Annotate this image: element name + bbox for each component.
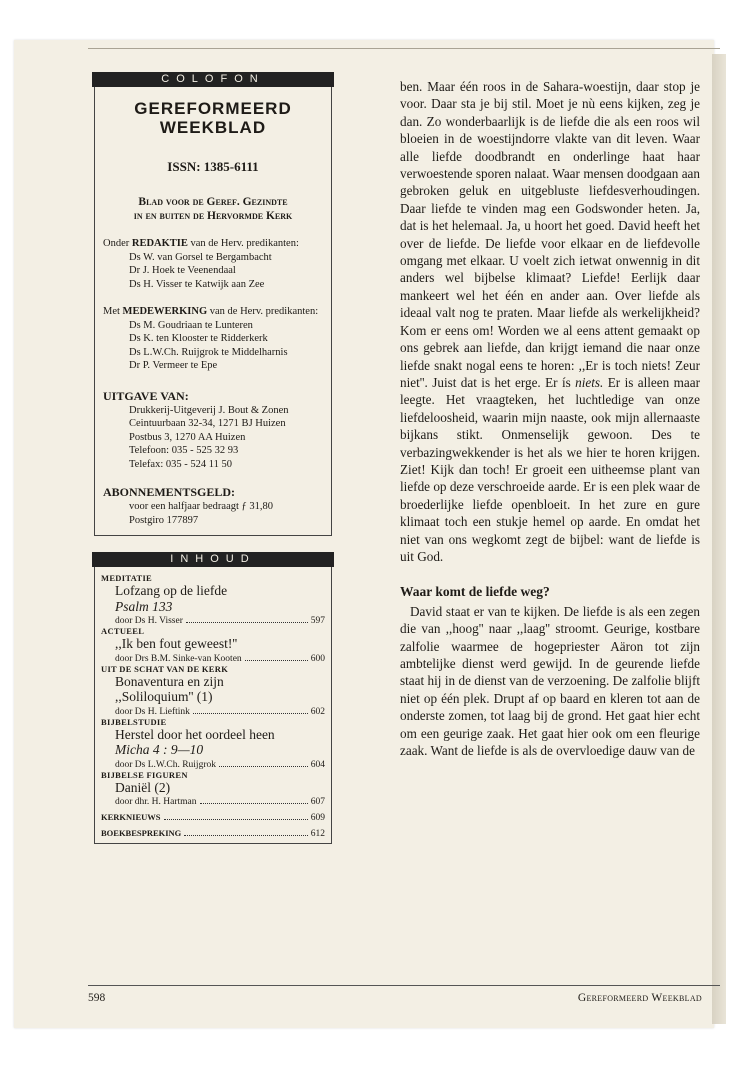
toc-page: 597 [310,616,325,626]
uitgave-line: Telefax: 035 - 524 11 50 [129,458,232,470]
redaktie-name: Ds W. van Gorsel te Bergambacht [129,251,272,263]
toc-entry [101,717,325,770]
toc-leader [245,652,308,661]
toc-byline [101,614,325,626]
toc-leader [164,812,308,820]
abonnement-line: Postgiro 177897 [129,514,199,526]
medewerking-post: van de Herv. predikanten: [207,306,319,317]
uitgave-line: Drukkerij-Uitgeverij J. Bout & Zonen [129,404,289,416]
page-number: 598 [88,992,106,1004]
toc-page: 609 [310,813,325,823]
toc-category: KERKNIEUWS [101,812,161,822]
toc-page: 612 [310,829,325,839]
uitgave-line: Telefoon: 035 - 525 32 93 [129,445,239,456]
toc-category: ACTUEEL [101,626,145,636]
issn: ISSN: 1385-6111 [167,159,259,174]
uitgave-label: UITGAVE VAN: [103,388,189,403]
inhoud-box [94,567,332,844]
redaktie-pre: Onder [103,238,132,249]
toc-byline [101,652,325,664]
toc-title-2: ,,Soliloquium'' (1) [115,689,213,704]
abonnement-label: ABONNEMENTSGELD: [103,485,236,499]
toc-title: Lofzang op de liefde [115,583,228,598]
toc-extra-entry [101,812,325,823]
toc-author: door dhr. H. Hartman [115,797,197,807]
toc-author: door Ds H. Lieftink [115,706,190,717]
para1-text-b: Er is alleen maar leegte. Het vraagteken, het luchtledige van onze liefdeloosheid, waarin mijn naaste, ook mijn allernaaste bijkans stikt. Onmenselijk gewoon. Des te verbazingwekkender is het als we hier te horen krijgen. Ziet! Kijk dan toch! Er groeit een uitheemse plant van liefde op deze verschroeide aarde. Er is een plek waar de broederlijke liefde openbloeit. In het zure en gure klimaat toch een stukje hemel op aarde. En omdat het niet van ons wegkomt zegt de bijbel: want de liefde is uit God. [400,374,700,564]
medewerking-name: Ds L.W.Ch. Ruijgrok te Middelharnis [129,346,288,358]
article-paragraph-1 [400,78,700,565]
uitgave-line: Postbus 3, 1270 AA Huizen [129,431,246,443]
subtitle [103,195,323,223]
colofon-header: COLOFON [92,72,334,87]
left-column [94,72,332,844]
toc-category: BIJBELSTUDIE [101,716,167,727]
toc-page: 602 [310,706,325,717]
title-line-1: GEREFORMEERD [134,99,292,118]
toc-title: Bonaventura en zijn [115,673,224,689]
abonnement-line: voor een halfjaar bedraagt ƒ 31,80 [129,501,274,512]
redaktie-post: van de Herv. predikanten: [187,238,299,249]
colofon-box [94,87,332,536]
article-subheading: Waar komt de liefde weg? [400,584,550,600]
toc-leader [186,614,308,623]
toc-byline [101,705,325,717]
toc-extra-entry [101,828,325,839]
toc-entry [101,573,325,626]
magazine-title [103,99,323,137]
toc-title: Daniël (2) [115,779,171,795]
article-paragraph-2: David staat er van te kijken. De liefde is als een zegen die van ,,hoog'' naar ,,laag'' stroomt. Geurige, kostbare zalfolie waarmee de hogepriester Aäron tot zijn ambtelijke dienst werd gewijd. In de geurende liefde staat hij in de dienst van de verzoening. De zalfolie blijft niet op één plek. Drupt af op baard en kleren tot aan de onderste zomen, tot laag bij de grond. Het gaat hier echt om een geurige zaak. Het gaat hier ook om een fleurige zaak. Want de liefde is als de overvloedige dauw van de [400,603,700,759]
medewerking-name: Dr P. Vermeer te Epe [129,360,218,371]
toc-category: UIT DE SCHAT VAN DE KERK [101,663,229,674]
next-page-edge [712,54,726,1024]
toc-category: MEDITATIE [101,573,153,583]
medewerking-pre: Met [103,306,123,317]
toc-leader [193,705,308,714]
toc-byline [101,758,325,770]
toc-subtitle: Psalm 133 [115,598,173,614]
toc-author: door Ds H. Visser [115,616,183,626]
uitgave-line: Ceintuurbaan 32-34, 1271 BJ Huizen [129,418,286,429]
toc-leader [200,795,308,804]
medewerking-name: Ds M. Goudriaan te Lunteren [129,319,253,331]
uitgave-section [103,404,323,472]
toc-title: ,,Ik ben fout geweest!'' [115,636,238,651]
article-column [400,78,700,759]
toc-leader [219,758,308,767]
toc-category: BOEKBESPREKING [101,828,182,838]
para1-emphasis: niets. [575,374,604,390]
medewerking-label: MEDEWERKING [122,306,208,317]
top-rule [88,48,720,49]
subtitle-line-1: Blad voor de Geref. Gezindte [138,196,288,208]
redaktie-name: Dr J. Hoek te Veenendaal [129,265,236,276]
inhoud-header: INHOUD [92,552,334,567]
toc-page: 604 [310,759,325,770]
abonnement-section [103,500,323,527]
toc-page: 600 [310,653,325,664]
toc-subtitle-wrap [101,599,325,615]
para1-text-a: ben. Maar één roos in de Sahara-woestijn, daar stop je voor. Daar sta je bij stil. Moet je nù eens kijken, zeg je dan. Zo wonderbaarlijk is de liefde die als een roos wil bloeien in de woestijndorre vlakte van dit leven. Waar alle liefde doodbrandt en onderlinge haat haar verwoestende sporen nalaat. Waar mensen doodgaan aan gebroken geluk en uitgebluste liefdesverhoudingen. Daar liefde te vinden mag een Godswonder heten. Ja, dat is het helemaal. Ja, u hoort het goed. David heeft het over de liefde. De liefde voor elkaar en de liefdevolle omgang met elkaar. U voelt zich ietwat onwennig in dit anders wel bijbelse klimaat? Liefde! Eerlijk daar mankeert wel het één en ander aan. Over liefde als ideaal valt nog te praten. Maar liefde als werkelijkheid? Kom er eens om! Worden we al eens attent gemaakt op ons gebrek aan liefde, dan krijgt iemand die naar onze liefde snakt nogal eens te horen: ,,Er is toch niets! Zeur niet''. Juist dat is het erge. Er ís [400,79,700,390]
medewerking-section [103,305,323,373]
redaktie-name: Ds H. Visser te Katwijk aan Zee [129,278,265,290]
toc-subtitle: Micha 4 : 9—10 [115,742,204,757]
footer-rule [88,985,720,986]
toc-entry [101,664,325,717]
redaktie-section [103,237,323,291]
toc-category: BIJBELSE FIGUREN [101,769,188,780]
redaktie-label: REDAKTIE [131,238,188,249]
title-line-2: WEEKBLAD [159,118,267,137]
medewerking-name: Ds K. ten Klooster te Ridderkerk [129,333,268,344]
toc-author: door Drs B.M. Sinke-van Kooten [115,653,242,664]
toc-entry [101,770,325,808]
toc-entry [101,626,325,664]
toc-leader [184,828,307,836]
toc-title: Herstel door het oordeel heen [115,726,275,742]
publication-name: Gereformeerd Weekblad [577,992,702,1004]
toc-subtitle-wrap [101,742,325,758]
toc-author: door Ds L.W.Ch. Ruijgrok [115,759,216,770]
toc-page: 607 [310,797,325,807]
subtitle-line-2: in en buiten de Hervormde Kerk [133,210,293,222]
inhoud-wrapper [94,552,332,844]
toc-byline [101,795,325,807]
